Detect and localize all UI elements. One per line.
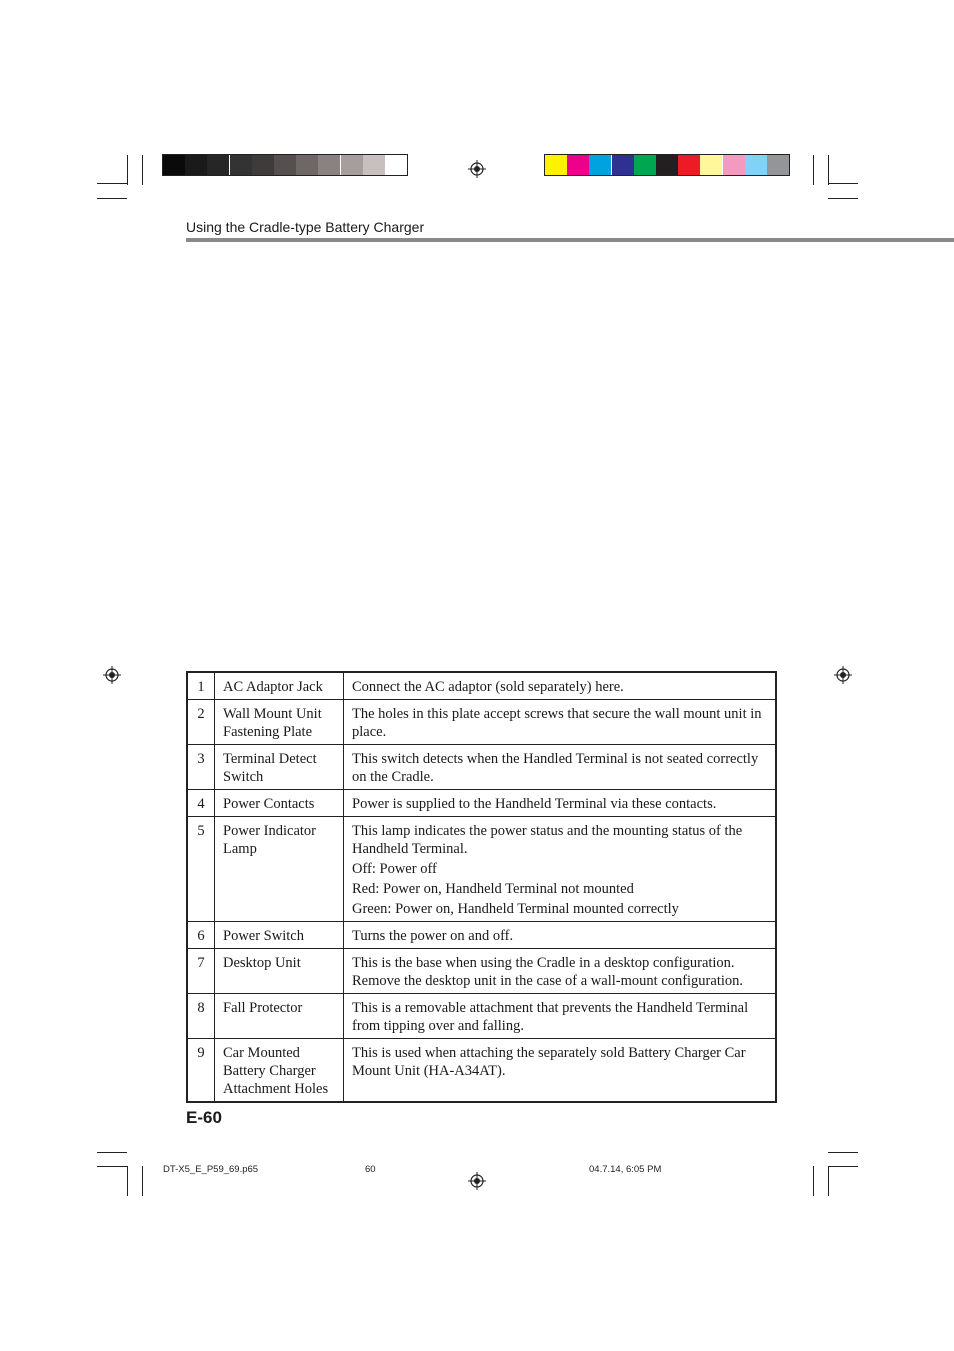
part-number: 7 [187, 949, 215, 994]
table-row [187, 922, 776, 949]
footer-filename: DT-X5_E_P59_69.p65 [163, 1164, 259, 1175]
section-header: Using the Cradle-type Battery Charger [186, 219, 425, 235]
description-line: Connect the AC adaptor (sold separately) here. [352, 679, 624, 695]
table-row [187, 949, 776, 994]
crop-mark [828, 1166, 829, 1196]
registration-mark-icon [834, 666, 852, 684]
part-name: Wall Mount Unit Fastening Plate [215, 700, 344, 745]
part-description [344, 922, 777, 949]
table-row [187, 790, 776, 817]
description-line: This switch detects when the Handled Terminal is not seated correctly on the Cradle. [352, 751, 759, 785]
crop-mark [828, 183, 858, 184]
table-row [187, 817, 776, 922]
part-number: 6 [187, 922, 215, 949]
description-line: This is used when attaching the separately sold Battery Charger Car Mount Unit (HA-A34AT). [352, 1045, 746, 1079]
color-bar-frame [162, 154, 408, 176]
part-name: Terminal Detect Switch [215, 745, 344, 790]
part-description [344, 817, 777, 922]
description-line: Off: Power off [352, 861, 437, 877]
part-name: Fall Protector [215, 994, 344, 1039]
header-rule [186, 238, 954, 242]
table-row [187, 672, 776, 700]
part-number: 2 [187, 700, 215, 745]
crop-mark [97, 198, 127, 199]
crop-mark [142, 1166, 143, 1196]
part-description [344, 1039, 777, 1103]
part-description [344, 994, 777, 1039]
description-line: This is a removable attachment that prevents the Handheld Terminal from tipping over and falling. [352, 1000, 749, 1034]
part-name: Power Switch [215, 922, 344, 949]
part-number: 4 [187, 790, 215, 817]
table-row [187, 745, 776, 790]
part-description [344, 790, 777, 817]
color-bar-frame [544, 154, 790, 176]
table-row [187, 994, 776, 1039]
description-line: This lamp indicates the power status and the mounting status of the Handheld Terminal. [352, 823, 743, 857]
part-number: 5 [187, 817, 215, 922]
part-description [344, 949, 777, 994]
crop-mark [813, 155, 814, 185]
footer-timestamp: 04.7.14, 6:05 PM [589, 1164, 662, 1175]
description-line: This is the base when using the Cradle in a desktop configuration. Remove the desktop unit in the case of a wall-mount configuration. [352, 955, 743, 989]
part-description [344, 700, 777, 745]
description-line: Power is supplied to the Handheld Terminal via these contacts. [352, 796, 717, 812]
part-name: Desktop Unit [215, 949, 344, 994]
crop-mark [97, 1152, 127, 1153]
part-description [344, 672, 777, 700]
crop-mark [97, 183, 127, 184]
footer-page: 60 [365, 1164, 376, 1175]
part-number: 8 [187, 994, 215, 1039]
parts-table [186, 671, 777, 1103]
crop-mark [97, 1166, 127, 1167]
part-name: Power Contacts [215, 790, 344, 817]
crop-mark [142, 155, 143, 185]
crop-mark [828, 1166, 858, 1167]
crop-mark [127, 155, 128, 185]
description-line: The holes in this plate accept screws that secure the wall mount unit in place. [352, 706, 762, 740]
registration-mark-icon [468, 160, 486, 178]
part-number: 3 [187, 745, 215, 790]
description-line: Red: Power on, Handheld Terminal not mounted [352, 881, 634, 897]
registration-mark-icon [103, 666, 121, 684]
description-line: Green: Power on, Handheld Terminal mounted correctly [352, 901, 679, 917]
description-line: Turns the power on and off. [352, 928, 514, 944]
crop-mark [828, 1152, 858, 1153]
table-row [187, 1039, 776, 1103]
part-name: AC Adaptor Jack [215, 672, 344, 700]
crop-mark [828, 155, 829, 185]
page-number: E-60 [186, 1108, 222, 1127]
crop-mark [127, 1166, 128, 1196]
crop-mark [813, 1166, 814, 1196]
part-number: 9 [187, 1039, 215, 1103]
part-description [344, 745, 777, 790]
part-name: Car Mounted Battery Charger Attachment Holes [215, 1039, 344, 1103]
part-name: Power Indicator Lamp [215, 817, 344, 922]
table-row [187, 700, 776, 745]
crop-mark [828, 198, 858, 199]
registration-mark-icon [468, 1172, 486, 1190]
part-number: 1 [187, 672, 215, 700]
